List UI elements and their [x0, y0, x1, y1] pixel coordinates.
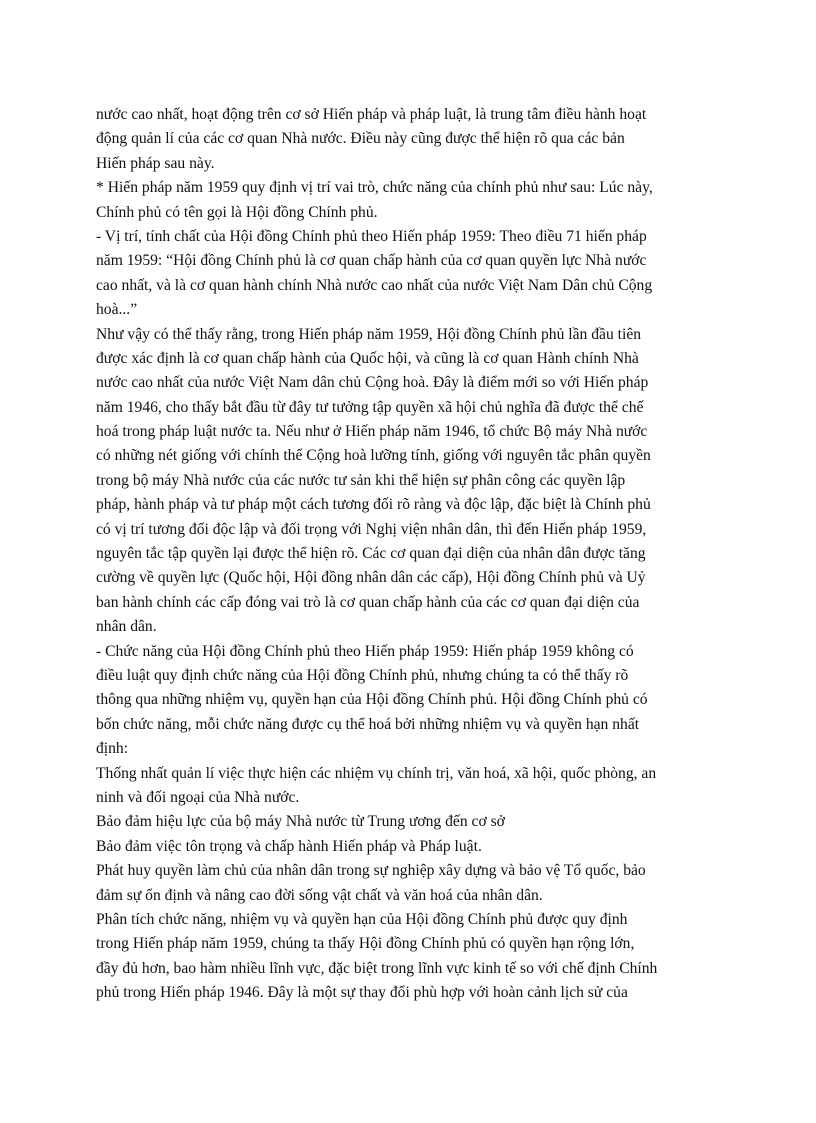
text-line: ninh và đối ngoại của Nhà nước. — [96, 788, 300, 806]
text-line: định: — [96, 740, 129, 758]
text-line: pháp, hành pháp và tư pháp một cách tương đối rõ ràng và độc lập, đặc biệt là Chính phủ — [96, 496, 651, 514]
text-line: cao nhất, và là cơ quan hành chính Nhà nước cao nhất của nước Việt Nam Dân chủ Cộng — [96, 276, 653, 294]
text-line: động quản lí của các cơ quan Nhà nước. Điều này cũng được thể hiện rõ qua các bản — [96, 130, 625, 148]
text-line: có những nét giống với chính thể Cộng hoà lưỡng tính, giống với nguyên tắc phân quyền — [96, 447, 651, 465]
text-line: phủ trong Hiến pháp 1946. Đây là một sự thay đổi phù hợp với hoàn cảnh lịch sử của — [96, 984, 628, 1002]
text-line: hoá trong pháp luật nước ta. Nếu như ở Hiến pháp năm 1946, tổ chức Bộ máy Nhà nước — [96, 423, 648, 441]
text-line: đảm sự ổn định và nâng cao đời sống vật chất và văn hoá của nhân dân. — [96, 886, 543, 904]
text-line: hoà...” — [96, 301, 138, 319]
text-line: nhân dân. — [96, 618, 157, 636]
text-line: nước cao nhất, hoạt động trên cơ sở Hiến pháp và pháp luật, là trung tâm điều hành hoạt — [96, 106, 647, 123]
text-line: đầy đủ hơn, bao hàm nhiều lĩnh vực, đặc biệt trong lĩnh vực kinh tế so với chế định Chính — [96, 959, 658, 977]
text-line: Như vậy có thể thấy rằng, trong Hiến pháp năm 1959, Hội đồng Chính phủ lần đầu tiên — [96, 325, 642, 343]
text-line: thông qua những nhiệm vụ, quyền hạn của Hội đồng Chính phủ. Hội đồng Chính phủ có — [96, 691, 648, 709]
text-line: * Hiến pháp năm 1959 quy định vị trí vai trò, chức năng của chính phủ như sau: Lúc này, — [96, 179, 653, 197]
text-line: năm 1946, cho thấy bắt đầu từ đây tư tưởng tập quyền xã hội chủ nghĩa đã được thể chế — [96, 398, 644, 416]
text-line: Hiến pháp sau này. — [96, 154, 215, 172]
text-line: được xác định là cơ quan chấp hành của Quốc hội, và cũng là cơ quan Hành chính Nhà — [96, 349, 639, 367]
text-line: Phát huy quyền làm chủ của nhân dân trong sự nghiệp xây dựng và bảo vệ Tổ quốc, bảo — [96, 862, 646, 880]
text-line: Chính phủ có tên gọi là Hội đồng Chính phủ. — [96, 203, 378, 221]
text-line: Phân tích chức năng, nhiệm vụ và quyền hạn của Hội đồng Chính phủ được quy định — [96, 910, 628, 928]
text-line: có vị trí tương đối độc lập và đối trọng với Nghị viện nhân dân, thì đến Hiến pháp 1959, — [96, 520, 647, 538]
text-line: Thống nhất quản lí việc thực hiện các nhiệm vụ chính trị, văn hoá, xã hội, quốc phòng, an — [96, 764, 657, 782]
text-line: - Chức năng của Hội đồng Chính phủ theo Hiến pháp 1959: Hiến pháp 1959 không có — [96, 642, 634, 660]
text-line: trong Hiến pháp năm 1959, chúng ta thấy Hội đồng Chính phủ có quyền hạn rộng lớn, — [96, 935, 635, 953]
text-line: nguyên tắc tập quyền lại được thể hiện rõ. Các cơ quan đại diện của nhân dân được tăng — [96, 545, 646, 563]
text-line: Bảo đảm việc tôn trọng và chấp hành Hiến pháp và Pháp luật. — [96, 837, 482, 855]
text-line: điều luật quy định chức năng của Hội đồng Chính phủ, nhưng chúng ta có thể thấy rõ — [96, 666, 629, 684]
document-body-text — [96, 103, 736, 1005]
text-line: Bảo đảm hiệu lực của bộ máy Nhà nước từ Trung ương đến cơ sở — [96, 813, 505, 831]
text-line: năm 1959: “Hội đồng Chính phủ là cơ quan chấp hành của cơ quan quyền lực Nhà nước — [96, 252, 647, 270]
text-line: ban hành chính các cấp đóng vai trò là cơ quan chấp hành của các cơ quan đại diện của — [96, 593, 640, 611]
text-line: nước cao nhất của nước Việt Nam dân chủ Cộng hoà. Đây là điểm mới so với Hiến pháp — [96, 374, 649, 392]
text-line: bốn chức năng, mỗi chức năng được cụ thể hoá bởi những nhiệm vụ và quyền hạn nhất — [96, 715, 640, 733]
text-line: cường về quyền lực (Quốc hội, Hội đồng nhân dân các cấp), Hội đồng Chính phủ và Uỷ — [96, 569, 646, 587]
text-line: - Vị trí, tính chất của Hội đồng Chính phủ theo Hiến pháp 1959: Theo điều 71 hiến pháp — [96, 227, 647, 245]
text-line: trong bộ máy Nhà nước của các nước tư sản khi thể hiện sự phân công các quyền lập — [96, 471, 626, 489]
